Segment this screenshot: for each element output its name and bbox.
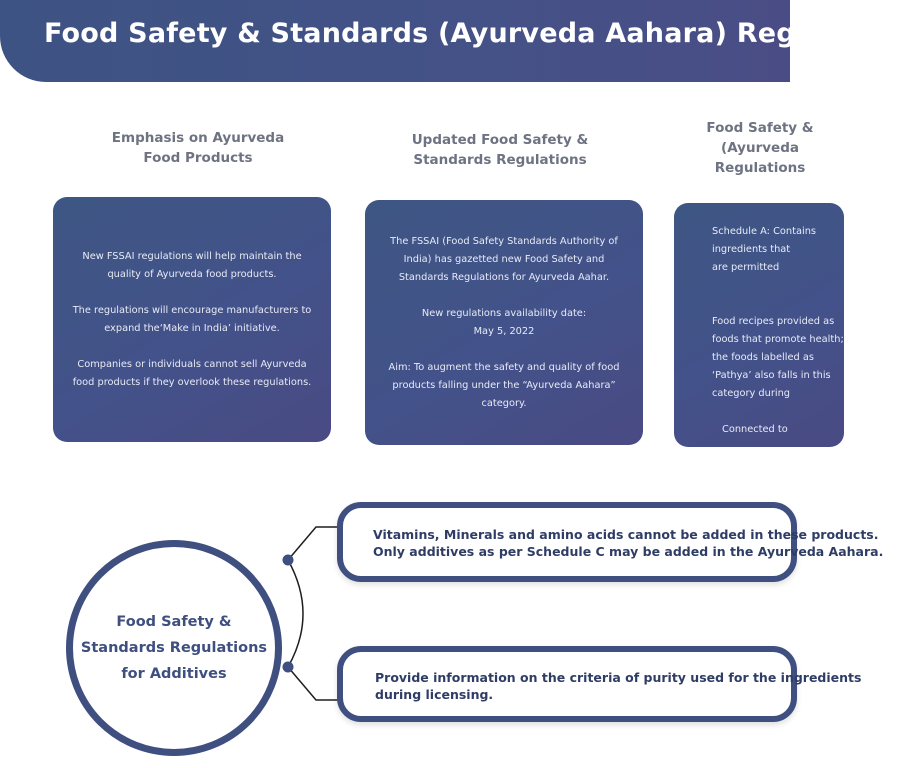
card-text: Food recipes provided as foods that promote health; the foods labelled as ‘Pathya’ also falls in this category during [712, 316, 844, 399]
additives-hub-circle [66, 540, 282, 756]
column-heading-emphasis: Emphasis on Ayurveda Food Products [111, 130, 285, 166]
card-text: Schedule A: Contains ingredients that are permitted [712, 226, 817, 273]
card-text: The FSSAI (Food Safety Standards Authority of India) has gazetted new Food Safety and Standards Regulations for Ayurveda Aahar. [390, 235, 618, 283]
rule-text: Provide information on the criteria of purity used for the ingredients during licensing. [375, 670, 862, 702]
column-heading-schedules: Food Safety & (Ayurveda Regulations [706, 120, 814, 176]
rule-box-purity [337, 646, 862, 722]
card-text: Companies or individuals cannot sell Ayurveda food products if they overlook these regulations. [72, 358, 312, 388]
card-text: New FSSAI regulations will help maintain the quality of Ayurveda food products. [82, 250, 302, 280]
card-text: Connected to [722, 424, 788, 435]
card-text: Aim: To augment the safety and quality of food products falling under the “Ayurveda Aahara” category. [388, 361, 620, 409]
rule-box-vitamins [337, 502, 884, 582]
hub-label: Food Safety & Standards Regulations for Additives [80, 614, 268, 682]
connector-dot-top [283, 555, 294, 566]
card-text: New regulations availability date: May 5, 2022 [421, 307, 587, 337]
connector-bottom [288, 667, 340, 700]
connector-arc [288, 560, 303, 667]
connector-dot-bottom [283, 662, 294, 673]
column-heading-updated-regulations: Updated Food Safety & Standards Regulations [411, 132, 589, 168]
card-text: The regulations will encourage manufacturers to expand the‘Make in India’ initiative. [72, 304, 312, 334]
connector-top [288, 527, 340, 560]
rule-text: Vitamins, Minerals and amino acids cannot be added in these products. Only additives as per Schedule C may be added in the Ayurveda Aahara. [373, 527, 884, 559]
page-title: Food Safety & Standards (Ayurveda Aahara) Regulations [44, 18, 920, 49]
